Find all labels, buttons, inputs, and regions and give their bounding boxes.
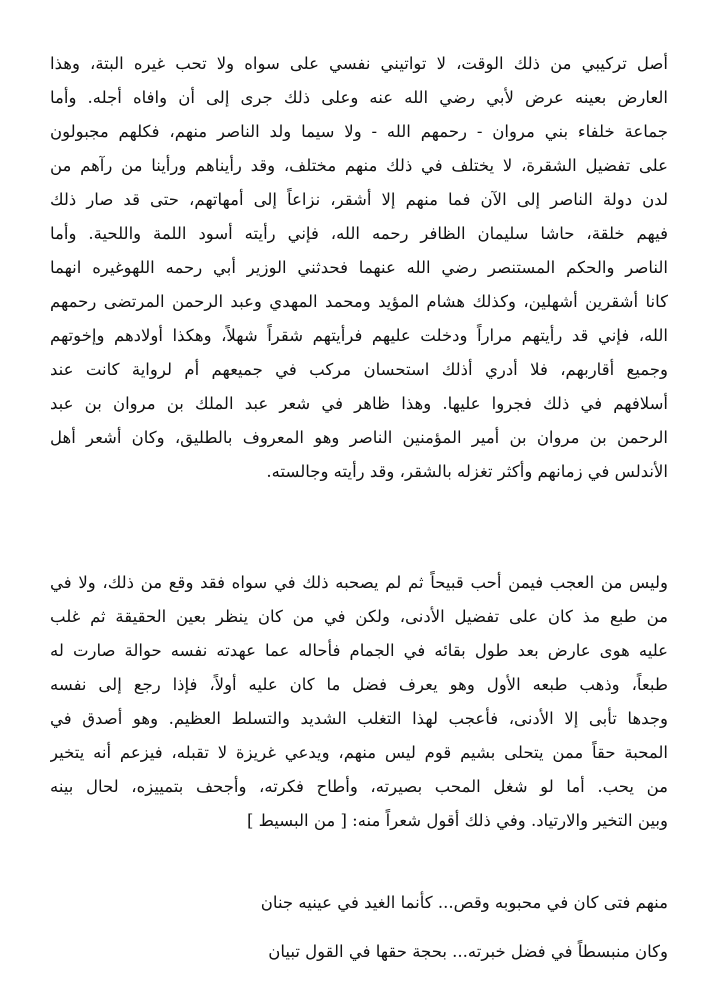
text-line: من طبع مذ كان على تفضيل الأدنى، ولكن في من كان ينظر بعين الحقيقة ثم غلب bbox=[50, 607, 668, 626]
text-line: عليه هوى عارض بعد طول بقائه في الجمام فأحاله عما عهدته نفسه حوالة صارت له bbox=[50, 641, 668, 660]
text-line-last: الأندلس في زمانهم وأكثر تغزله بالشقر، وقد رأيته وجالسته. bbox=[266, 462, 668, 481]
poem-verse-1: منهم فتى كان في محبوبه وقص... كأنما الغيد في عينيه جنان bbox=[260, 893, 668, 912]
paragraph-1 bbox=[50, 47, 668, 489]
text-line: العارض بعينه عرض لأبي رضي الله عنه وعلى ذلك جرى إلى أن وافاه أجله. وأما bbox=[50, 88, 668, 107]
text-line: وجدها تأبى إلا الأدنى، فأعجب لهذا التغلب الشديد والتسلط العظيم. وهو أصدق في bbox=[50, 709, 668, 728]
text-line-last: وبين التخير والارتياد. وفي ذلك أقول شعراً منه: [ من البسيط ] bbox=[246, 811, 668, 830]
text-line: أصل تركيبي من ذلك الوقت، لا تواتيني نفسي على سواه ولا تحب غيره البتة، وهذا bbox=[50, 54, 668, 73]
text-line: على تفضيل الشقرة، لا يختلف في ذلك منهم مختلف، وقد رأيناهم ورأينا من رآهم من bbox=[50, 156, 668, 175]
text-line: وجميع أقاربهم، فلا أدري أذلك استحسان مركب في جميعهم أم لرواية كانت عند bbox=[50, 360, 668, 379]
text-line: المحبة حقاً ممن يتحلى بشيم قوم ليس منهم، ويدعي غريزة لا تقبله، فيزعم أنه يتخير bbox=[50, 743, 668, 762]
text-line: الناصر والحكم المستنصر رضي الله عنهما فحدثني الوزير أبي رحمه اللهوغيره انهما bbox=[50, 258, 668, 277]
text-line: الله، فإني قد رأيتهم مراراً ودخلت عليهم فرأيتهم شقراً شهلاً، وهكذا أولادهم وإخوتهم bbox=[50, 326, 668, 345]
text-line: وليس من العجب فيمن أحب قبيحاً ثم لم يصحبه ذلك في سواه فقد وقع من ذلك، ولا في bbox=[50, 573, 668, 592]
text-line: طبعاً، وذهب طبعه الأول وهو يعرف فضل ما كان عليه أولاً، فإذا رجع إلى نفسه bbox=[50, 675, 668, 694]
text-line: جماعة خلفاء بني مروان - رحمهم الله - ولا سيما ولد الناصر منهم، فكلهم مجبولون bbox=[50, 122, 668, 141]
text-line: فيهم خلقة، حاشا سليمان الظافر رحمه الله، فإني رأيته أسود اللمة واللحية. وأما bbox=[50, 224, 668, 243]
paragraph-2 bbox=[50, 566, 668, 838]
text-line: كانا أشقرين أشهلين، وكذلك هشام المؤيد ومحمد المهدي وعبد الرحمن المرتضى رحمهم bbox=[50, 292, 668, 311]
text-line: الرحمن بن مروان بن أمير المؤمنين الناصر وهو المعروف بالطليق، وكان أشعر أهل bbox=[50, 428, 668, 447]
poem-verse-2: وكان منبسطاً في فضل خبرته... بحجة حقها في القول تبيان bbox=[268, 942, 668, 961]
text-line: لدن دولة الناصر إلى الآن فما منهم إلا أشقر، نزاعاً إلى أمهاتهم، حتى قد صار ذلك bbox=[50, 190, 668, 209]
text-line: أسلافهم في ذلك فجروا عليها. وهذا ظاهر في شعر عبد الملك بن مروان بن عبد bbox=[50, 394, 668, 413]
text-line: من يحب. أما لو شغل المحب بصيرته، وأطاح فكرته، وأجحف بتمييزه، لحال بينه bbox=[50, 777, 668, 796]
